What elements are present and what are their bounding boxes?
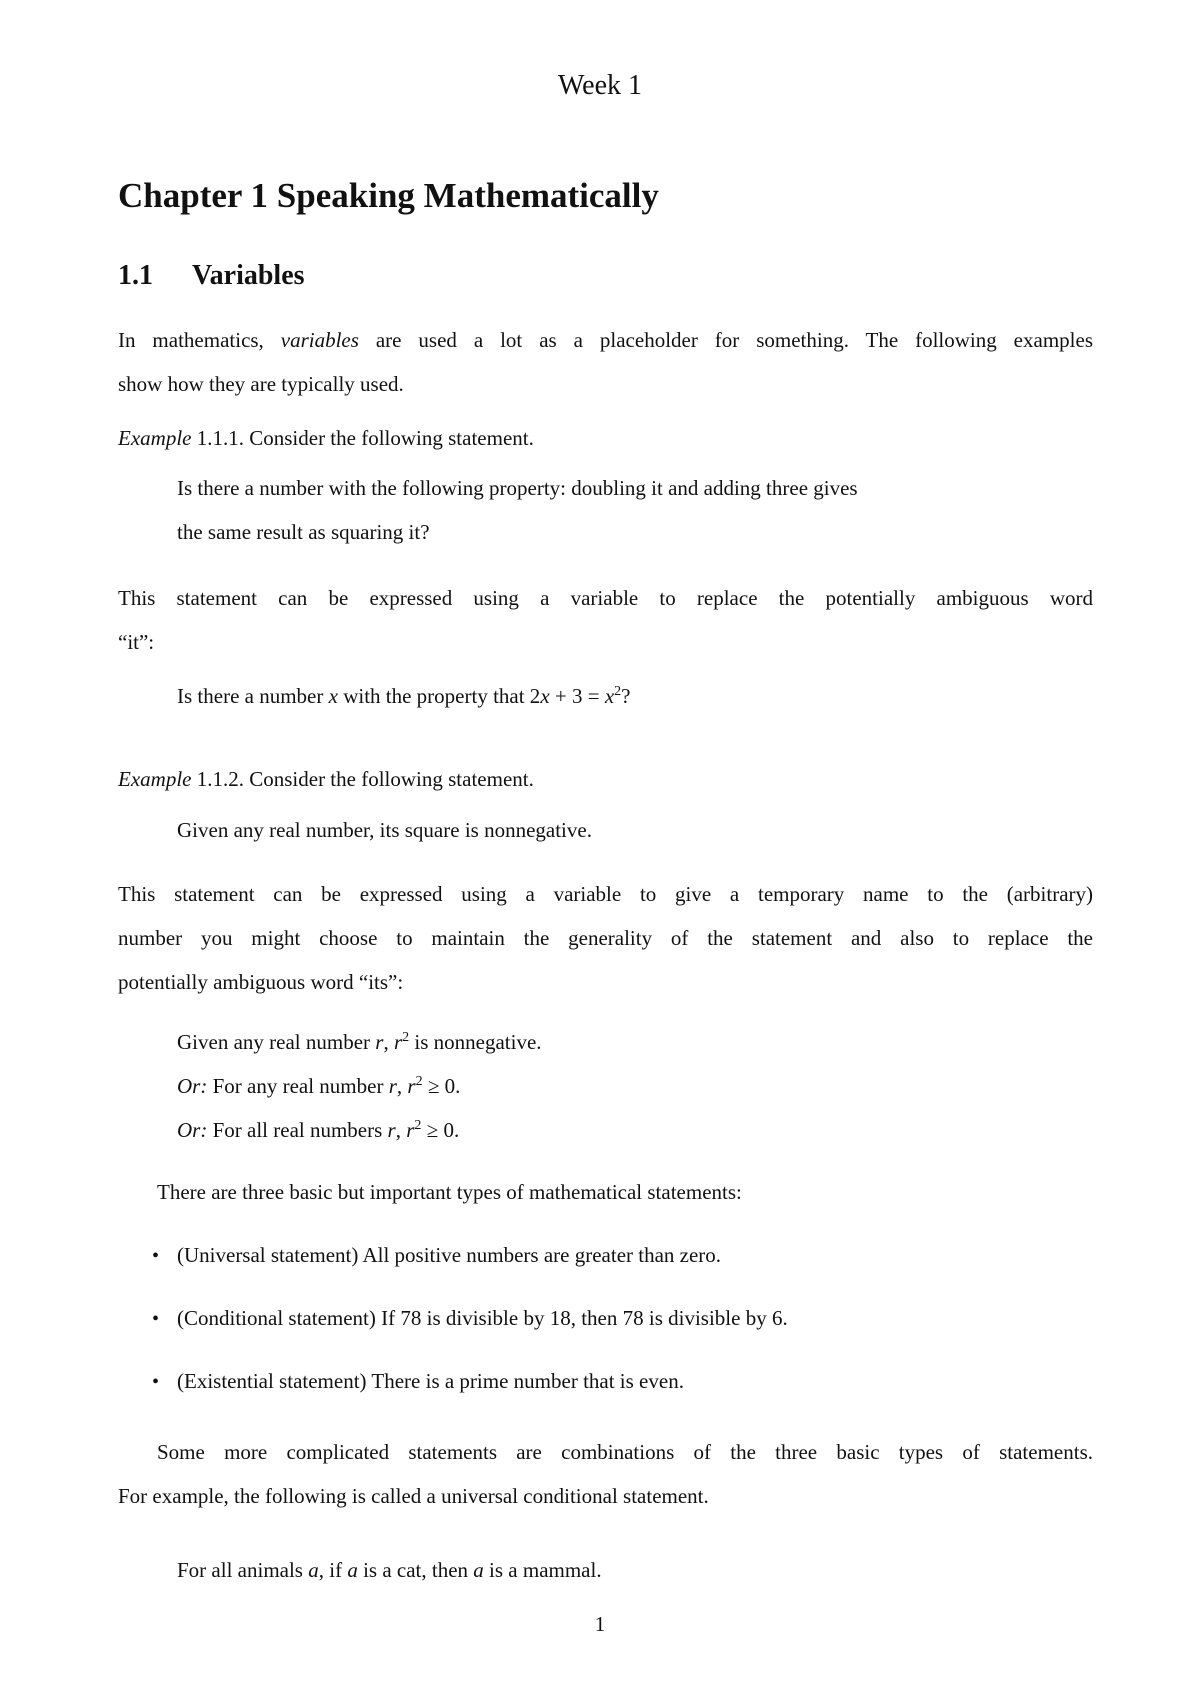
list-item: • (Conditional statement) If 78 is divisible by 18, then 78 is divisible by 6. <box>152 1306 788 1330</box>
example-1-quote-line-2: the same result as squaring it? <box>177 520 430 544</box>
list-item: • (Existential statement) There is a prime number that is even. <box>152 1369 684 1393</box>
example-label: Example <box>118 426 192 450</box>
types-intro: There are three basic but important types of mathematical statements: <box>157 1180 742 1204</box>
example-1-quote-line-1: Is there a number with the following property: doubling it and adding three gives <box>177 476 858 500</box>
example-label: Example <box>118 767 192 791</box>
intro-line-1: In mathematics, variables are used a lot as a placeholder for something. The following examples <box>118 328 1093 352</box>
example-2-formal-3: Or: For all real numbers r, $r^2 \ge 0$. <box>177 1118 460 1142</box>
example-1-heading: Example 1.1.1. Consider the following statement. <box>118 426 534 450</box>
example-1-explanation: This statement can be expressed using a variable to replace the potentially ambiguous word “it”: <box>118 586 1093 654</box>
section-number: 1.1 <box>118 260 153 291</box>
example-1-formal-statement: Is there a number x with the property that $2x + 3 = x^2$? <box>177 684 631 708</box>
bullet-icon: • <box>152 1371 160 1393</box>
combo-paragraph: Some more complicated statements are combinations of the three basic types of statements. For example, the following is called a universal conditional statement. <box>118 1440 1093 1508</box>
intro-line-2: show how they are typically used. <box>118 372 404 396</box>
section-title: Variables <box>192 260 305 291</box>
bullet-icon: • <box>152 1245 160 1267</box>
example-2-explanation: This statement can be expressed using a variable to give a temporary name to the (arbitrary) number you might choose to maintain the generality of the statement and also to replace the potentially ambiguous word “its”: <box>118 882 1093 994</box>
combo-statement: For all animals a, if a is a cat, then a is a mammal. <box>177 1558 602 1582</box>
example-2-formal-2: Or: For any real number r, $r^2 \ge 0$. <box>177 1074 461 1098</box>
variables-term: variables <box>280 328 359 352</box>
week-heading: Week 1 <box>557 70 643 101</box>
example-2-quote: Given any real number, its square is nonnegative. <box>177 818 592 842</box>
intro-paragraph <box>118 318 1093 406</box>
chapter-title: Chapter 1 Speaking Mathematically <box>118 176 659 215</box>
example-2-formal-1: Given any real number r, $r^2$ is nonnegative. <box>177 1030 542 1054</box>
page-number: 1 <box>594 1612 606 1636</box>
section-heading <box>118 260 305 292</box>
example-2-heading: Example 1.1.2. Consider the following statement. <box>118 767 534 791</box>
bullet-icon: • <box>152 1308 160 1330</box>
list-item: • (Universal statement) All positive numbers are greater than zero. <box>152 1243 722 1267</box>
